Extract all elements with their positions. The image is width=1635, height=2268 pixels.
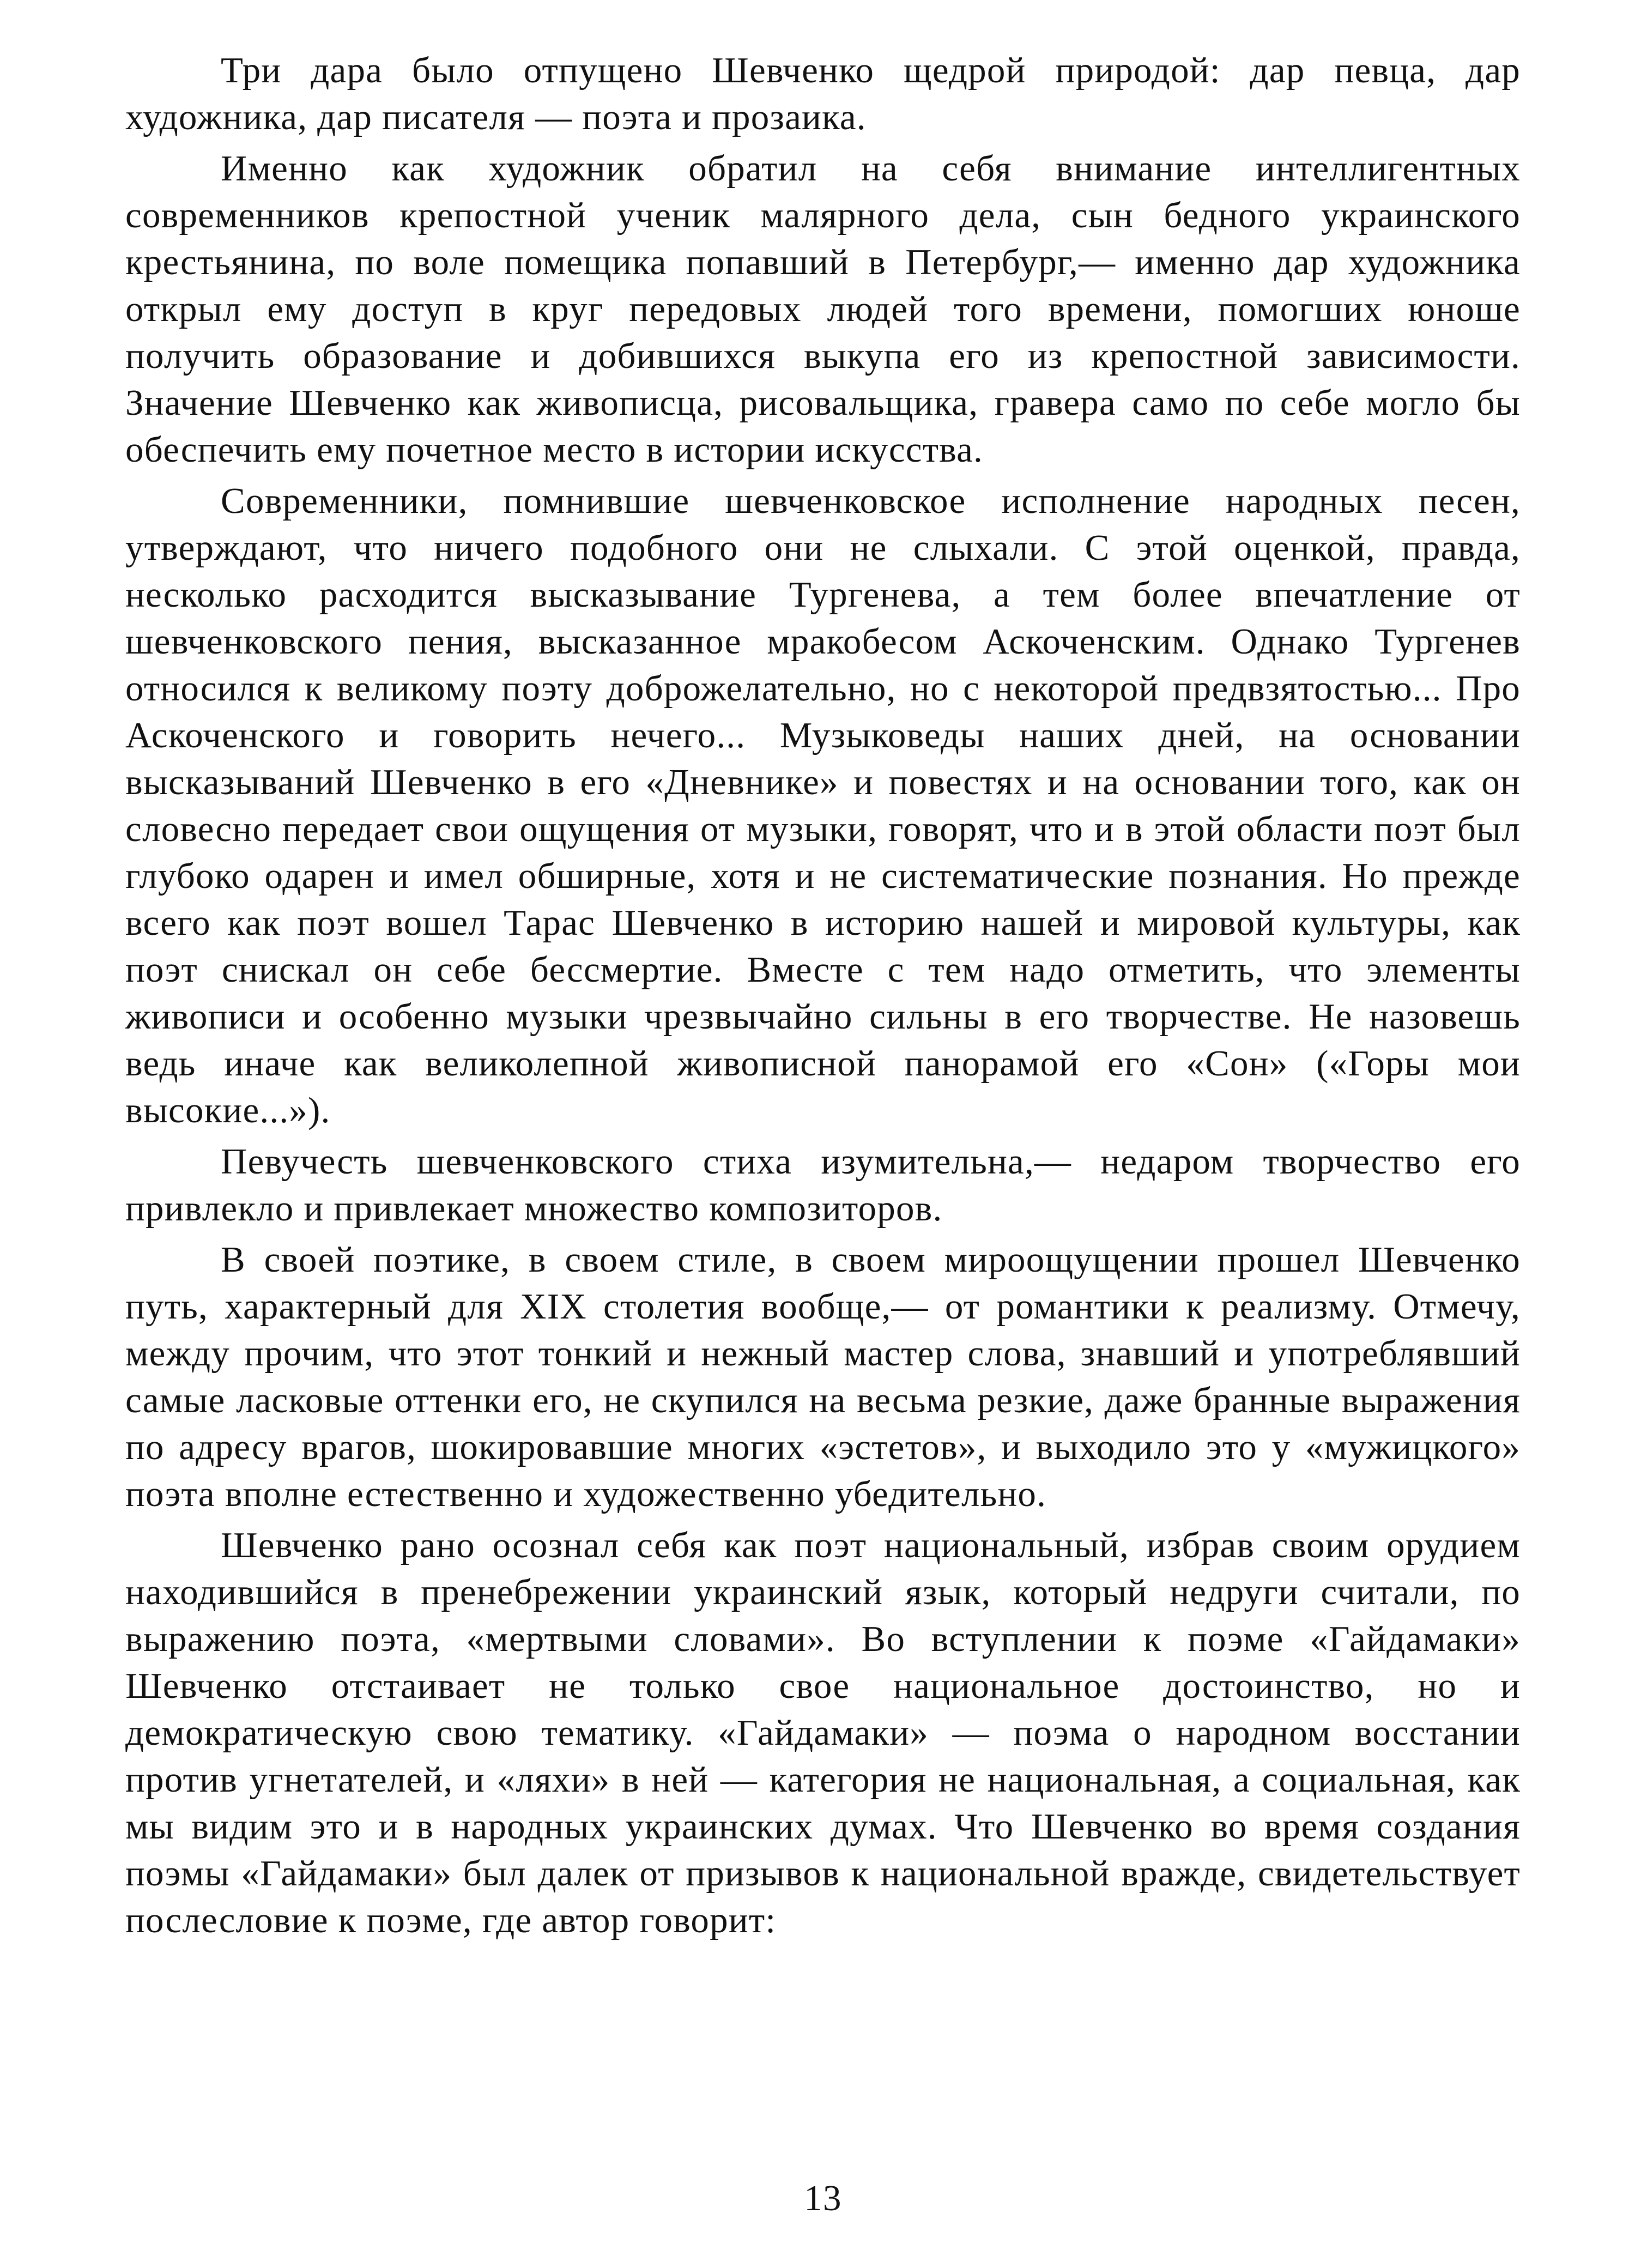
page-number: 13 [804, 2178, 842, 2218]
paragraph-melodiousness: Певучесть шевченковского стиха изумительна,— недаром творчество его привлекло и привлекает множество композиторов. [125, 1141, 1521, 1229]
paragraph-contemporaries: Современники, помнившие шевченковское исполнение народных песен, утверждают, что ничего подобного они не слыхали. С этой оценкой, правда, несколько расходится высказывание Тургенева, а тем более впечатление от шевченковского пения, высказанное мракобесом Аскоченским. Однако Тургенев относился к великому поэту доброжелательно, но с некоторой предвзятостью... Про Аскоченского и говорить нечего... Музыковеды наших дней, на основании высказываний Шевченко в его «Дневнике» и повестях и на основании того, как он словесно передает свои ощущения от музыки, говорят, что и в этой области поэт был глубоко одарен и имел обширные, хотя и не систематические познания. Но прежде всего как поэт вошел Тарас Шевченко в историю нашей и мировой культуры, как поэт снискал он себе бессмертие. Вместе с тем надо отметить, что элементы живописи и особенно музыки чрезвычайно сильны в его творчестве. Не назовешь ведь иначе как великолепной живописной панорамой его «Сон» («Горы мои высокие...»). [125, 481, 1521, 1130]
book-page [125, 22, 1521, 2246]
paragraph-national-poet: Шевченко рано осознал себя как поэт национальный, избрав своим орудием находившийся в пренебрежении украинский язык, который недруги считали, по выражению поэта, «мертвыми словами». Во вступлении к поэме «Гайдамаки» Шевченко отстаивает не только свое национальное достоинство, но и демократическую свою тематику. «Гайдамаки» — поэма о народном восстании против угнетателей, и «ляхи» в ней — категория не национальная, а социальная, как мы видим это и в народных украинских думах. Что Шевченко во время создания поэмы «Гайдамаки» был далек от призывов к национальной вражде, свидетельствует послесловие к поэме, где автор говорит: [125, 1525, 1521, 1940]
paragraph-poetics: В своей поэтике, в своем стиле, в своем мироощущении прошел Шевченко путь, характерный для XIX столетия вообще,— от романтики к реализму. Отмечу, между прочим, что этот тонкий и нежный мастер слова, знавший и употреблявший самые ласковые оттенки его, не скупился на весьма резкие, даже бранные выражения по адресу врагов, шокировавшие многих «эстетов», и выходило это у «мужицкого» поэта вполне естественно и художественно убедительно. [125, 1239, 1521, 1514]
paragraph-three-gifts: Три дара было отпущено Шевченко щедрой природой: дар певца, дар художника, дар писателя — поэта и прозаика. [125, 50, 1521, 137]
paragraph-artist: Именно как художник обратил на себя внимание интеллигентных современников крепостной ученик малярного дела, сын бедного украинского крестьянина, по воле помещика попавший в Петербург,— именно дар художника открыл ему доступ в круг передовых людей того времени, помогших юноше получить образование и добившихся выкупа его из крепостной зависимости. Значение Шевченко как живописца, рисовальщика, гравера само по себе могло бы обеспечить ему почетное место в истории искусства. [125, 148, 1521, 470]
